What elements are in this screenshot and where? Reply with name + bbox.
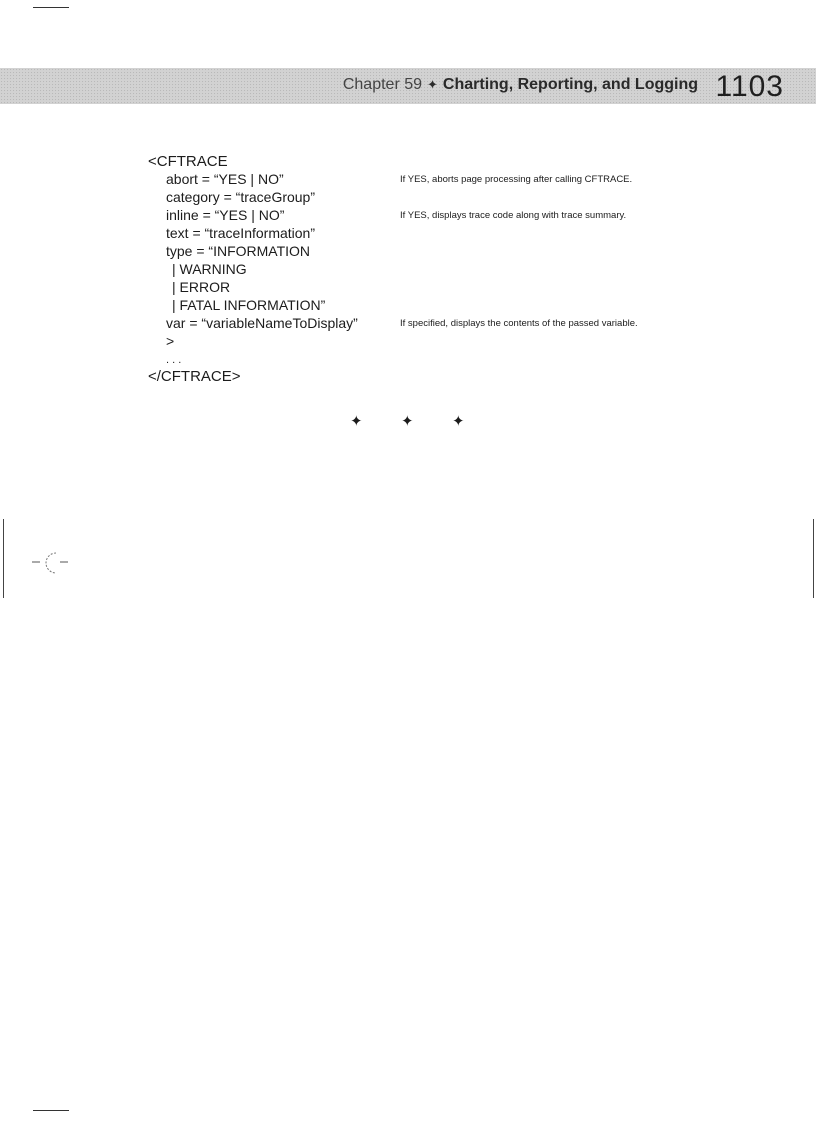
code-line: </CFTRACE> bbox=[148, 368, 241, 385]
code-line: category = “traceGroup” bbox=[166, 189, 316, 205]
separator-icon: ✦ bbox=[427, 77, 438, 92]
code-line: | WARNING bbox=[172, 261, 247, 277]
ornament-icon: ✦ bbox=[401, 413, 414, 430]
side-rule-right bbox=[813, 519, 814, 598]
chapter-title: Charting, Reporting, and Logging bbox=[442, 76, 698, 93]
crop-mark-top-left bbox=[33, 7, 69, 8]
note-inline: If YES, displays trace code along with trace summary. bbox=[400, 210, 627, 221]
registration-mark bbox=[30, 549, 70, 579]
note-abort: If YES, aborts page processing after calling CFTRACE. bbox=[400, 174, 633, 185]
code-line: . . . bbox=[166, 354, 182, 366]
page-number: 1103 bbox=[715, 70, 784, 103]
code-line: | ERROR bbox=[172, 279, 231, 295]
code-line: > bbox=[166, 333, 175, 349]
ornament-icon: ✦ bbox=[452, 413, 465, 430]
running-head bbox=[343, 74, 698, 96]
note-var: If specified, displays the contents of the passed variable. bbox=[400, 318, 638, 329]
code-line: | FATAL INFORMATION” bbox=[172, 297, 326, 313]
chapter-label: Chapter 59 bbox=[342, 76, 423, 93]
section-ornaments bbox=[0, 412, 816, 432]
ornament-icon: ✦ bbox=[350, 413, 363, 430]
code-line: inline = “YES | NO” bbox=[166, 207, 285, 223]
code-line: <CFTRACE bbox=[148, 153, 228, 170]
crop-mark-bottom-left bbox=[33, 1110, 69, 1111]
code-line: text = “traceInformation” bbox=[166, 225, 316, 241]
code-line: var = “variableNameToDisplay” bbox=[166, 315, 358, 331]
code-line: type = “INFORMATION bbox=[166, 243, 311, 259]
code-line: abort = “YES | NO” bbox=[166, 171, 284, 187]
side-rule-left bbox=[3, 519, 4, 598]
